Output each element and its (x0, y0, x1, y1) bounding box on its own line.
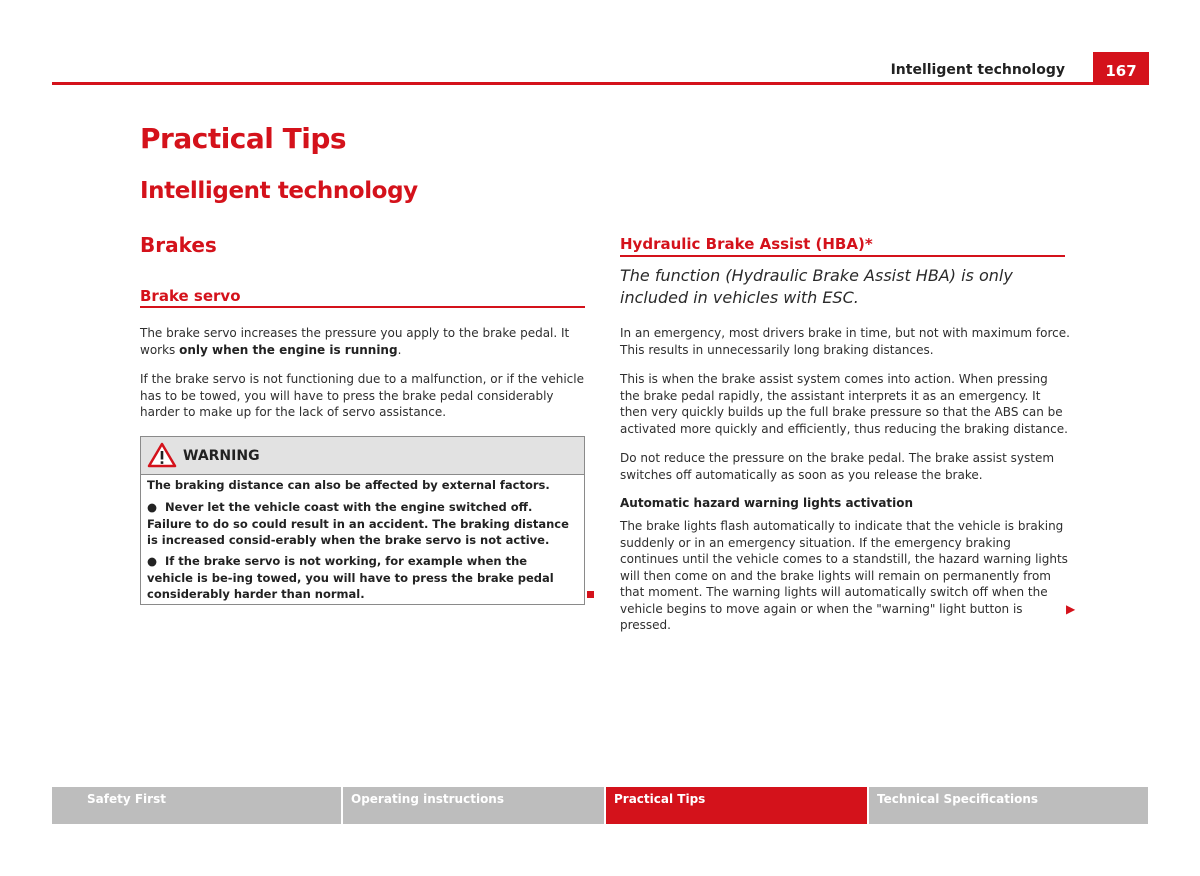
tab-technical-specifications[interactable] (869, 787, 1148, 824)
hba-paragraph-3: Do not reduce the pressure on the brake pedal. The brake assist system switches off automatically as soon as you release the brake. (620, 451, 1055, 482)
warning-header (141, 437, 584, 475)
brake-servo-paragraph-2: If the brake servo is not functioning due to a malfunction, or if the vehicle has to be towed, you will have to press the brake pedal considerably harder to make up for the lack of servo assistance. (140, 372, 584, 419)
hazard-lights-subheading: Automatic hazard warning lights activation (620, 496, 914, 510)
hazard-lights-paragraph: The brake lights flash automatically to indicate that the vehicle is braking suddenly or in an emergency situation. If the emergency braking continues until the vehicle comes to a standstill, the hazard warning lights will then come on and the brake lights will remain on permanently from that moment. The warning lights will automatically switch off when the vehicle begins to move again or when the "warning" light button is pressed. (620, 519, 1068, 632)
warning-triangle-icon (147, 442, 177, 468)
warning-box (140, 436, 585, 605)
brake-servo-heading: Brake servo (140, 287, 241, 305)
bullet-icon: ● (147, 554, 158, 568)
page-number: 167 (1093, 52, 1149, 85)
subsection-heading: Brakes (140, 233, 217, 257)
hba-rule (620, 255, 1065, 257)
continue-arrow-icon: ▶ (1066, 602, 1076, 616)
tab-safety-first[interactable] (52, 787, 341, 824)
warning-bullet-2: ● If the brake servo is not working, for example when the vehicle is be-ing towed, you will have to press the brake pedal considerably harder than normal. (147, 554, 554, 601)
running-header-title: Intelligent technology (890, 62, 1065, 78)
tab-label: Technical Specifications (877, 792, 1039, 806)
tab-label: Practical Tips (614, 792, 706, 806)
hba-intro: The function (Hydraulic Brake Assist HBA) is only included in vehicles with ESC. (620, 266, 1013, 307)
section-heading: Intelligent technology (140, 178, 418, 204)
bullet-icon: ● (147, 500, 158, 514)
brake-servo-paragraph-1: The brake servo increases the pressure you apply to the brake pedal. It works only when the engine is running. (140, 326, 570, 357)
hba-paragraph-2: This is when the brake assist system comes into action. When pressing the brake pedal rapidly, the assistant interprets it as an emergency. It then very quickly builds up the full brake pressure so that the ABS can be activated more quickly and efficiently, thus reducing the braking distance. (620, 372, 1068, 436)
brake-servo-rule (140, 306, 585, 308)
tab-label: Operating instructions (351, 792, 504, 806)
hba-heading: Hydraulic Brake Assist (HBA)* (620, 235, 873, 253)
hba-paragraph-1: In an emergency, most drivers brake in time, but not with maximum force. This results in unnecessarily long braking distances. (620, 326, 1070, 357)
warning-bullet-1: ● Never let the vehicle coast with the engine switched off. Failure to do so could result in an accident. The braking distance is increased consid-erably when the brake servo is not active. (147, 500, 569, 547)
tab-practical-tips[interactable] (606, 787, 867, 824)
tab-label: Safety First (87, 792, 166, 806)
tab-operating-instructions[interactable] (343, 787, 604, 824)
chapter-heading: Practical Tips (140, 122, 347, 155)
header-rule (52, 82, 1148, 85)
warning-title: WARNING (183, 448, 260, 464)
section-end-marker (587, 591, 594, 598)
warning-intro: The braking distance can also be affected by external factors. (147, 478, 550, 492)
